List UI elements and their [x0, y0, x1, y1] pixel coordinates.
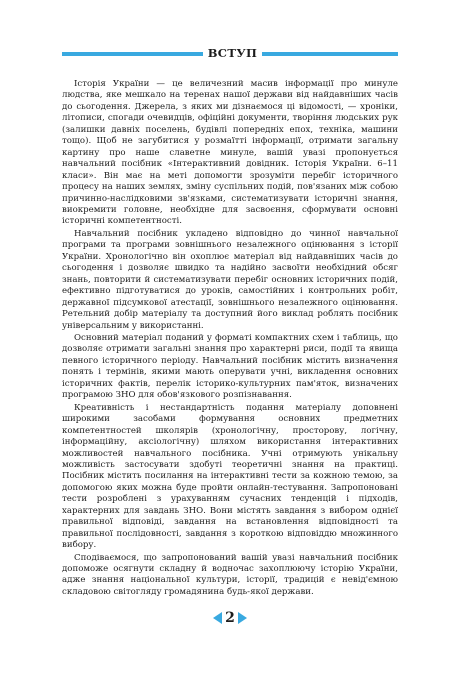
page-footer — [0, 608, 460, 628]
header-rule-right — [262, 52, 398, 56]
paragraph: Навчальний посібник укладено відповідно до чинної навчальної програми та програми зовнішнього незалежного оцінювання з історії України. Хронологічно він охоплює матеріал від найдавніших часів до сьогодення і дозволяє швидко та надійно засвоїти необхідний обсяг знань, повторити й систематизувати перебіг основних історичних подій, ефективно підготуватися до уроків, самостійних і контрольних робіт, державної підсумкової атестації, зовнішнього незалежного оцінювання. Ретельний добір матеріалу та доступний його виклад роблять посібник універсальним у використанні. — [62, 228, 398, 331]
page-number: 2 — [225, 610, 235, 626]
paragraph: Основний матеріал поданий у форматі компактних схем і таблиць, що дозволяє отримати загальні знання про характерні риси, події та явища певного історичного періоду. Навчальний посібник містить визначення понять і термінів, якими мають оперувати учні, викладення основних історичних фактів, перелік історико-культурних пам'яток, визначених програмою ЗНО для обов'язкового розпізнавання. — [62, 332, 398, 401]
page-title: ВСТУП — [207, 46, 258, 60]
body-text — [62, 79, 398, 599]
paragraph: Креативність і нестандартність подання матеріалу доповнені широкими засобами формування основних предметних компетентностей школярів (хронологічну, просторову, логічну, інформаційну, аксіологічну) шляхом використання інтерактивних можливостей навчального посібника. Учні отримують унікальну можливість застосувати здобуті теоретичні знання на практиці. Посібник містить посилання на інтерактивні тести за кожною темою, за допомогою яких можна буде пройти онлайн-тестування. Запропоновані тести розроблені з урахуванням сучасних тенденцій і підходів, характерних для завдань ЗНО. Вони містять завдання з вибором однієї правильної відповіді, завдання на встановлення відповідності та правильної послідовності, завдання з короткою відповіддю множинного вибору. — [62, 402, 398, 551]
paragraph: Сподіваємося, що запропонований вашій увазі навчальний посібник допоможе осягнути складну й водночас захоплюючу історію України, адже знання національної культури, історії, традицій є невід'ємною складовою світогляду громадянина будь-якої держави. — [62, 552, 398, 597]
next-page-arrow-icon[interactable] — [238, 612, 247, 624]
header-rule-left — [62, 52, 203, 56]
page-header — [0, 42, 460, 64]
previous-page-arrow-icon[interactable] — [213, 612, 222, 624]
paragraph: Історія України — це величезний масив інформації про минуле людства, яке мешкало на теренах нашої держави від найдавніших часів до сьогодення. Джерела, з яких ми дізнаємося ці відомості, — хроніки, літописи, спогади очевидців, офіційні документи, творіння людських рук (залишки давніх поселень, будівлі попередніх епох, техніка, машини тощо). Щоб не загубитися у розмаїтті інформації, отримати загальну картину про наше славетне минуле, вашій увазі пропонується навчальний посібник «Інтерактивний довідник. Історія України. 6–11 класи». Він має на меті допомогти зрозуміти перебіг історичного процесу на наших землях, зміну суспільних подій, пов'язаних між собою причинно-наслідковими зв'язками, систематизувати історичні знання, виокремити головне, необхідне для засвоєння, сформувати основні історичні компетентності. — [62, 79, 398, 227]
